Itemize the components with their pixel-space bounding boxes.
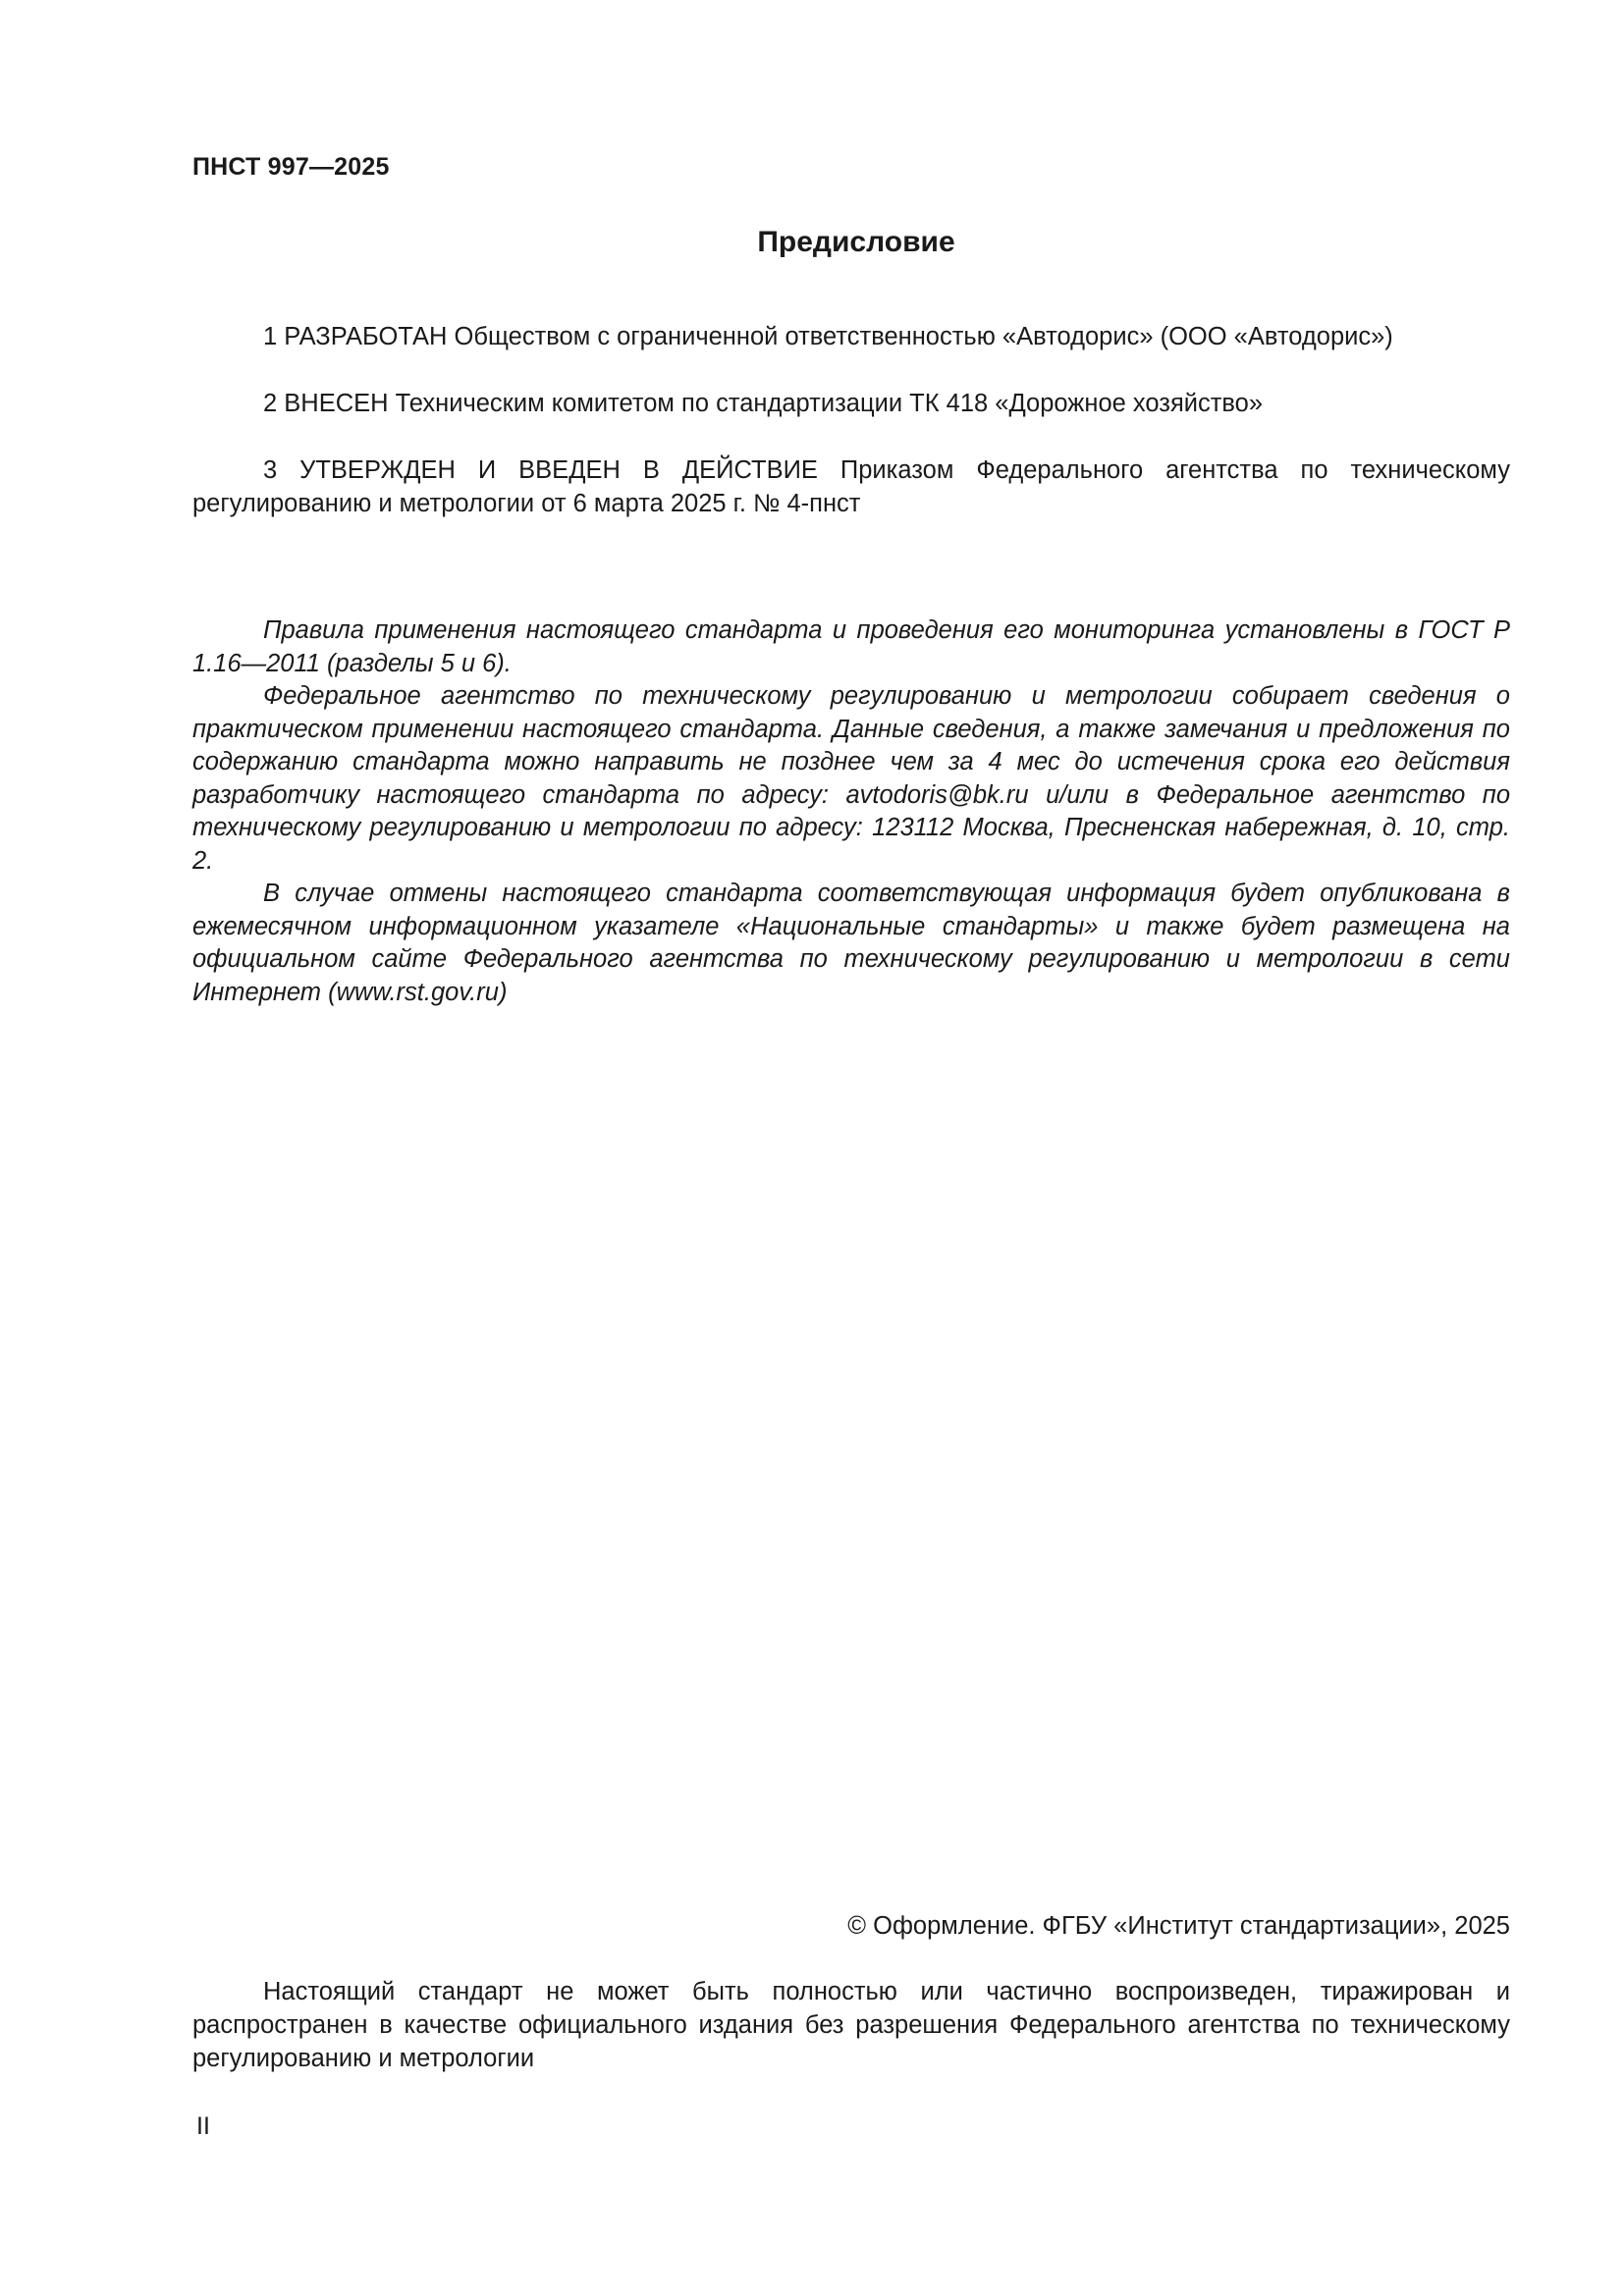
copyright-line: © Оформление. ФГБУ «Институт стандартизации», 2025 [847, 1912, 1510, 1940]
foreword-item-3 [192, 454, 1510, 520]
foreword-item-2-text: 2 ВНЕСЕН Техническим комитетом по стандартизации ТК 418 «Дорожное хозяйство» [263, 390, 1264, 417]
document-code: ПНСТ 997—2025 [192, 153, 390, 181]
application-rules-block [192, 614, 1510, 1009]
foreword-item-1 [192, 320, 1510, 353]
reproduction-notice-text: Настоящий стандарт не может быть полностью или частично воспроизведен, тиражирован и распространен в качестве официального издания без разрешения Федерального агентства по техническому регулированию и метрологии [192, 1978, 1510, 2072]
application-rules-paragraph: Правила применения настоящего стандарта и проведения его мониторинга установлены в ГОСТ Р 1.16—2011 (разделы 5 и 6). [192, 616, 1510, 677]
cancellation-paragraph: В случае отмены настоящего стандарта соответствующая информация будет опубликована в ежемесячном информационном указателе «Национальные стандарты» и также будет размещена на официальном сайте Федерального агентства по техническому регулированию и метрологии в сети Интернет (www.rst.gov.ru) [192, 880, 1510, 1006]
foreword-item-1-text: 1 РАЗРАБОТАН Обществом с ограниченной ответственностью «Автодорис» (ООО «Автодорис») [263, 323, 1393, 350]
foreword-item-2 [192, 387, 1510, 420]
feedback-paragraph: Федеральное агентство по техническому регулированию и метрологии собирает сведения о практическом применении настоящего стандарта. Данные сведения, а также замечания и предложения по содержанию стандарта можно направить не позднее чем за 4 мес до истечения срока его действия разработчику настоящего стандарта по адресу: avtodoris@bk.ru и/или в Федеральное агентство по техническому регулированию и метрологии по адресу: 123112 Москва, Пресненская набережная, д. 10, стр. 2. [192, 682, 1510, 875]
page-number: II [196, 2112, 210, 2140]
foreword-item-3-text: 3 УТВЕРЖДЕН И ВВЕДЕН В ДЕЙСТВИЕ Приказом Федерального агентства по техническому регулированию и метрологии от 6 марта 2025 г. № 4-пнст [192, 456, 1510, 517]
page-title: Предисловие [757, 226, 955, 258]
reproduction-notice [192, 1975, 1510, 2075]
